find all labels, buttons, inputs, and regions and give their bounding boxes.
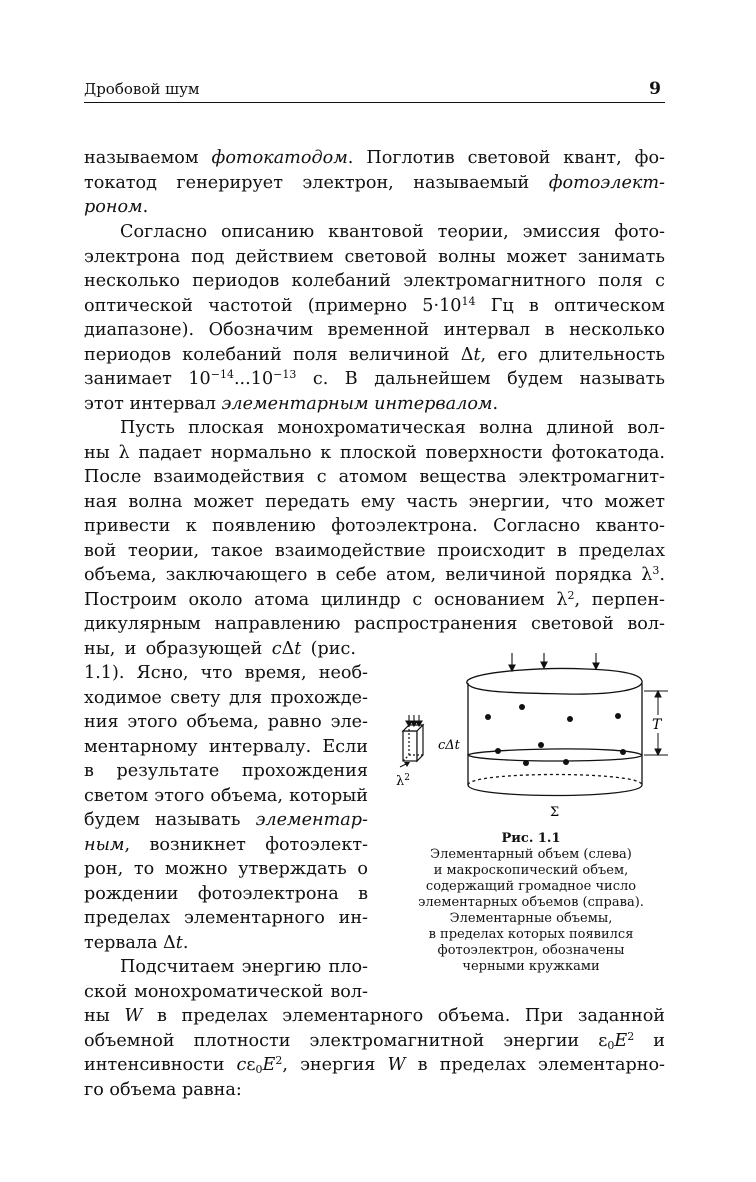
c-dt-label: cΔt <box>438 738 460 753</box>
caption-line: фотоэлектрон, обозначены <box>437 943 625 958</box>
text-line: 1.1). Ясно, что время, необ- <box>84 663 368 683</box>
text-line: ментарному интервалу. Если <box>84 737 368 757</box>
text-line: тервала Δt. <box>84 933 189 953</box>
text-line: ны, и образующей cΔt (рис. <box>84 639 356 659</box>
text-line: рон, то можно утверждать о <box>84 859 368 879</box>
text-line: ской монохроматической вол- <box>84 982 368 1002</box>
sigma-label: Σ <box>550 805 560 820</box>
caption-line: содержащий громадное число <box>425 879 637 894</box>
text-line: объема, заключающего в себе атом, величиной порядка $\lambda^3$. <box>84 564 665 585</box>
t-label: T <box>652 717 662 733</box>
macroscopic-cylinder <box>467 668 642 795</box>
lambda-pointer <box>400 762 410 767</box>
text-line: этот интервал элементарным интервалом. <box>84 394 499 414</box>
text-line: Построим около атома цилиндр с основанием $\lambda^2$, перпен- <box>84 589 665 610</box>
text-line: объемной плотности электромагнитной энергии $\varepsilon_0E^2$ и <box>84 1030 665 1052</box>
caption-line: в пределах которых появился <box>428 927 634 942</box>
small-arrows <box>406 715 422 726</box>
text-line: светом этого объема, который <box>84 786 368 806</box>
caption-number: Рис. 1.1 <box>501 831 561 846</box>
text-line: ная волна может передать ему часть энергии, что может <box>84 492 665 512</box>
text-line: рождении фотоэлектрона в <box>84 884 368 904</box>
text-line: интенсивности $c\varepsilon_0E^2$, энергия W в пределах элементарно- <box>84 1054 665 1076</box>
text-line: оптической частотой (примерно $5\cdot 10^{14}$ Гц в оптическом <box>84 295 665 316</box>
text-line: привести к появлению фотоэлектрона. Согласно кванто- <box>84 516 665 536</box>
text-line: ным, возникнет фотоэлект- <box>84 835 368 855</box>
text-line: го объема равна: <box>84 1080 242 1100</box>
figure-caption <box>386 831 676 975</box>
text-line: ны λ падает нормально к плоской поверхности фотокатода. <box>84 443 665 463</box>
text-line: будем называть элементар- <box>84 810 368 830</box>
lambda-label: $\lambda^2$ <box>396 773 410 789</box>
caption-line: черными кружками <box>462 959 600 974</box>
caption-line: и макроскопический объем, <box>433 863 629 878</box>
text-line: ния этого объема, равно эле- <box>84 712 368 732</box>
text-line: Подсчитаем энергию пло- <box>120 957 368 977</box>
page-number: 9 <box>649 79 661 99</box>
figure-volumes <box>386 645 676 835</box>
caption-line: Элементарный объем (слева) <box>430 847 632 862</box>
text-line: называемом фотокатодом. Поглотив световой квант, фо- <box>84 148 665 168</box>
text-line: пределах элементарного ин- <box>84 908 368 928</box>
text-line: в результате прохождения <box>84 761 368 781</box>
text-line: ны W в пределах элементарного объема. При заданной <box>84 1006 666 1026</box>
text-line: периодов колебаний поля величиной Δt, его длительность <box>84 345 666 365</box>
text-line: роном. <box>84 197 149 217</box>
running-title: Дробовой шум <box>84 80 200 98</box>
text-line: Пусть плоская монохроматическая волна длиной вол- <box>120 418 665 438</box>
caption-line: элементарных объемов (справа). <box>418 895 644 910</box>
running-header <box>84 78 665 100</box>
caption-line: Элементарные объемы, <box>449 911 613 926</box>
text-line: токатод генерирует электрон, называемый фотоэлект- <box>84 173 665 193</box>
text-line: занимает $10^{-14}...10^{-13}$ с. В дальнейшем будем называть <box>84 368 665 389</box>
text-line: ходимое свету для прохожде- <box>84 688 368 708</box>
text-line: диапазоне). Обозначим временной интервал в несколько <box>84 320 665 340</box>
elementary-volume <box>403 725 423 761</box>
text-line: дикулярным направлению распространения световой вол- <box>84 614 665 634</box>
text-line: После взаимодействия с атомом вещества электромагнит- <box>84 467 665 487</box>
text-line: Согласно описанию квантовой теории, эмиссия фото- <box>120 222 665 242</box>
text-line: электрона под действием световой волны может занимать <box>84 247 665 267</box>
text-line: несколько периодов колебаний электромагнитного поля с <box>84 271 665 291</box>
photoelectron-dots <box>485 704 626 766</box>
header-rule <box>84 102 665 103</box>
text-line: вой теории, такое взаимодействие происходит в пределах <box>84 541 665 561</box>
